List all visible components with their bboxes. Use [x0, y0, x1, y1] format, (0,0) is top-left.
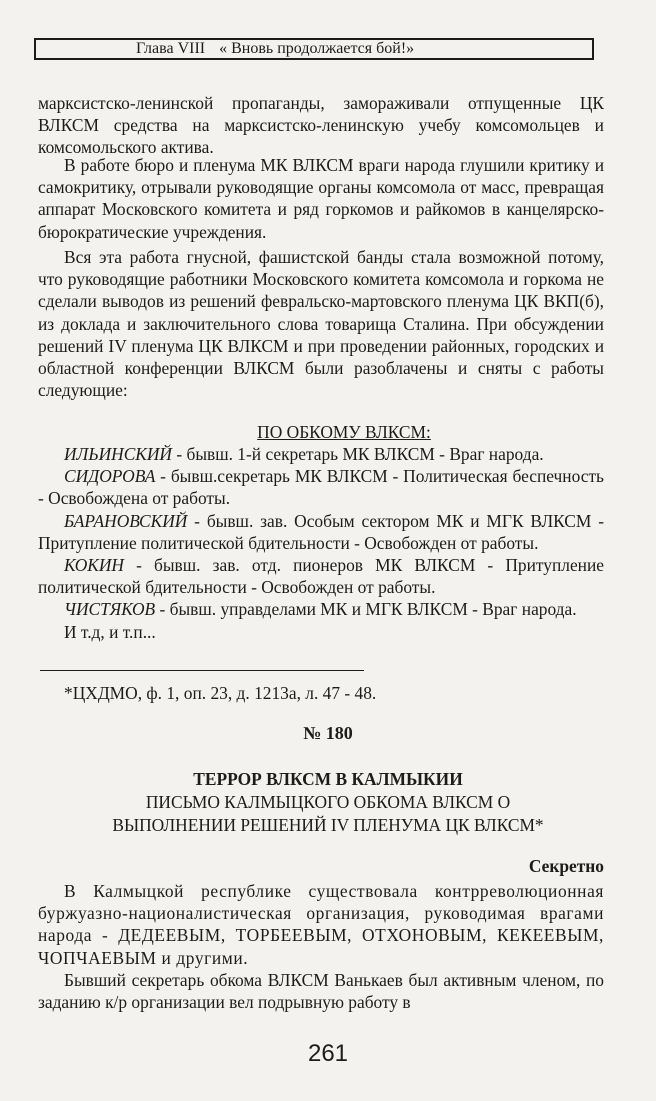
secret-label: Секретно: [528, 856, 604, 876]
section-title: ПО ОБКОМУ ВЛКСМ:: [257, 422, 431, 442]
paragraph-1: марксистско-ленинской пропаганды, замораживали отпущенные ЦК ВЛКСМ средства на марксистско-ленинскую учебу комсомольцев и комсомольского актива.: [38, 93, 604, 158]
entries-list: [38, 443, 604, 643]
document-title: ТЕРРОР ВЛКСМ В КАЛМЫКИИ ПИСЬМО КАЛМЫЦКОГО ОБКОМА ВЛКСМ О ВЫПОЛНЕНИИ РЕШЕНИЙ IV ПЛЕНУМА ЦК ВЛКСМ*: [112, 769, 544, 835]
list-item: ИЛЬИНСКИЙ - бывш. 1-й секретарь МК ВЛКСМ - Враг народа.: [64, 444, 544, 464]
chapter-title: « Вновь продолжается бой!»: [219, 40, 415, 57]
list-item: БАРАНОВСКИЙ - бывш. зав. Особым сектором МК и МГК ВЛКСМ - Притупление политической бдительности - Освобожден от работы.: [38, 510, 604, 553]
body-text: В Калмыцкой республике существовала контрреволюционная буржуазно-националистическая организация, руководимая врагами народа - ДЕДЕЕВЫМ, ТОРБЕЕВЫМ, ОТХОНОВЫМ, КЕКЕЕВЫМ, ЧОПЧАЕВЫМ и другими. Бывший секретарь обкома ВЛКСМ Ванькаев был активным членом, по заданию к/р организации вел подрывную работу в: [38, 881, 604, 1013]
paragraph-3: Вся эта работа гнусной, фашистской банды стала возможной потому, что руководящие работники Московского комитета комсомола и горкома не сделали выводов из решений февральско-мартовского пленума ЦК ВКП(б), из доклада и заключительного слова товарища Сталина. При обсуждении решений IV пленума ЦК ВЛКСМ и при проведении районных, городских и областной конференции ВЛКСМ были разоблачены и сняты с работы следующие:: [38, 247, 604, 401]
chapter-label: Глава VIII: [136, 40, 206, 57]
etc-line: И т.д, и т.п...: [64, 621, 156, 642]
list-item: ЧИСТЯКОВ - бывш. управделами МК и МГК ВЛКСМ - Враг народа.: [64, 599, 577, 620]
page-number: 261: [307, 1040, 349, 1067]
running-header: [34, 38, 594, 60]
footnote: *ЦХДМО, ф. 1, оп. 23, д. 1213а, л. 47 - 48.: [64, 683, 377, 703]
footnote-divider: [40, 670, 364, 671]
document-number: № 180: [303, 723, 353, 743]
paragraph-2: В работе бюро и пленума МК ВЛКСМ враги народа глушили критику и самокритику, отрывали руководящие органы комсомола от масс, превращая аппарат Московского комитета и ряд горкомов и райкомов в канцелярско-бюрократические учреждения.: [38, 155, 604, 242]
list-item: СИДОРОВА - бывш.секретарь МК ВЛКСМ - Политическая беспечность - Освобождена от работы.: [38, 466, 604, 509]
list-item: КОКИН - бывш. зав. отд. пионеров МК ВЛКСМ - Притупление политической бдительности - Освобожден от работы.: [38, 555, 604, 598]
